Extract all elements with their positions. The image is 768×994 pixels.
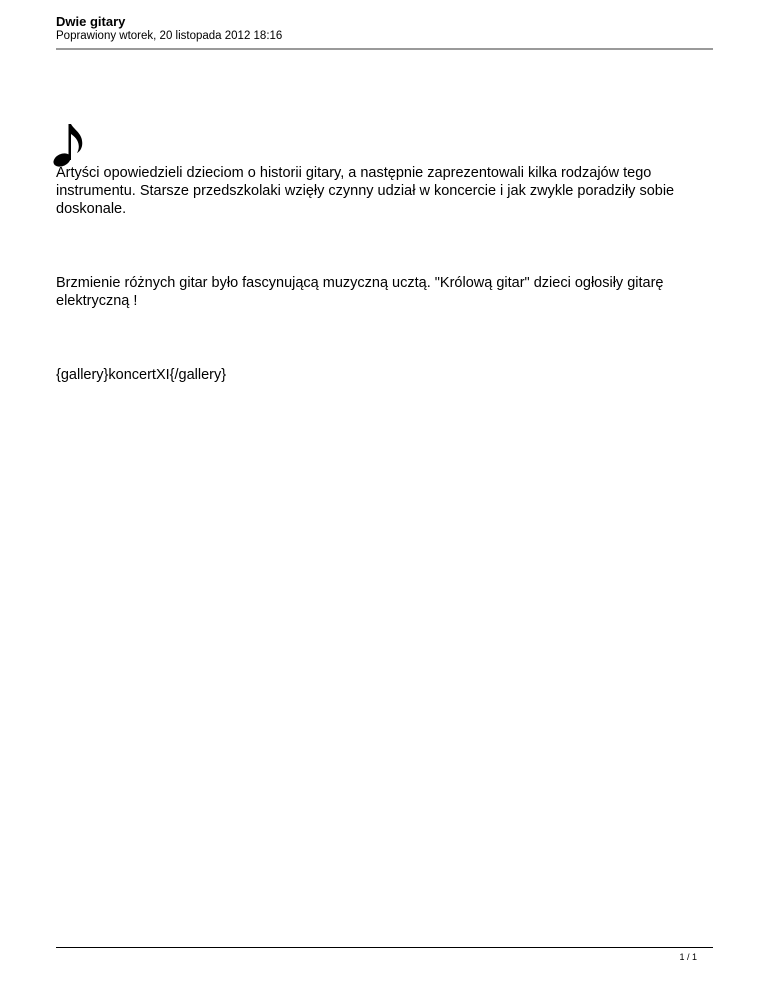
- gallery-placeholder: {gallery}koncertXI{/gallery}: [56, 367, 227, 383]
- footer-divider: [56, 947, 713, 948]
- paragraph: Brzmienie różnych gitar było fascynującą muzyczną ucztą. "Królową gitar" dzieci ogłosiły gitarę elektryczną !: [56, 275, 664, 309]
- page-number: 1 / 1: [679, 952, 697, 962]
- header-divider: [56, 48, 713, 50]
- paragraph: Artyści opowiedzieli dzieciom o historii gitary, a następnie zaprezentowali kilka rodzajów tego instrumentu. Starsze przedszkolaki wzięły czynny udział w koncercie i jak zwykle poradziły sobie doskonale.: [56, 165, 675, 217]
- page-title: Dwie gitary: [56, 14, 126, 29]
- article-body: [56, 164, 706, 384]
- document-header: [56, 14, 713, 43]
- music-note-icon: [50, 120, 90, 170]
- modified-date: Poprawiony wtorek, 20 listopada 2012 18:16: [56, 30, 283, 42]
